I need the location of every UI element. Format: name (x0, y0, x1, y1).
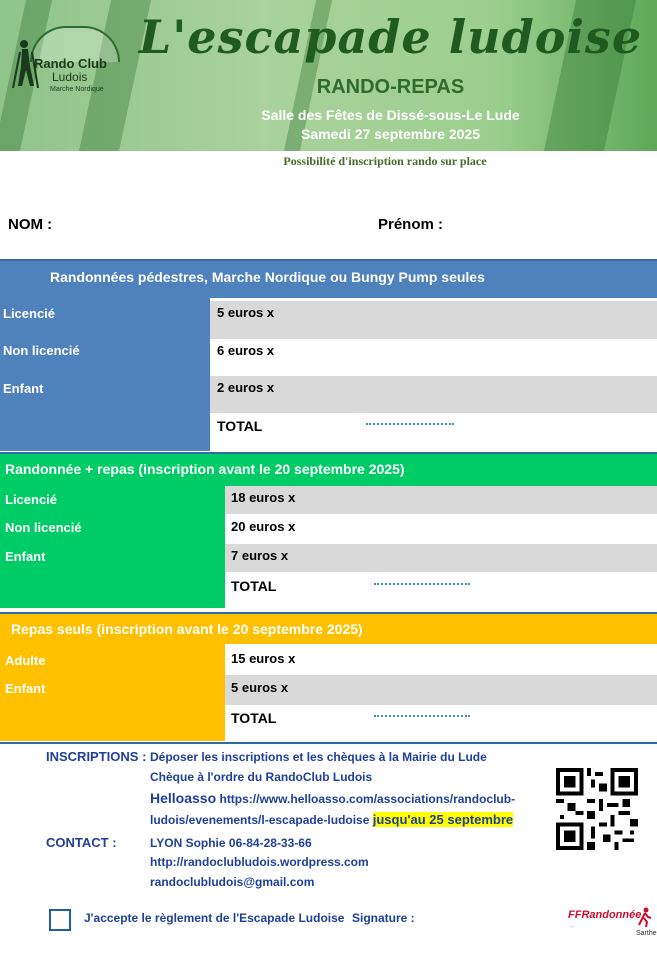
section2-row-label: Licencié (5, 492, 58, 507)
onsite-note: Possibilité d'inscription rando sur place (283, 154, 487, 168)
logo-text-line1: Rando Club (34, 56, 107, 71)
section2-total-label: TOTAL (231, 578, 277, 594)
cheque-text: Chèque à l'ordre du RandoClub Ludois (150, 770, 373, 784)
qr-code-icon (556, 768, 638, 850)
section3-header (0, 612, 657, 644)
helloasso-deadline: jusqu'au 25 septembre (372, 812, 514, 827)
accept-text: J'accepte le règlement de l'Escapade Ludoise (84, 911, 345, 925)
runner-icon (638, 907, 652, 927)
section2-title: Randonnée + repas (inscription avant le 20 septembre 2025) (5, 461, 405, 477)
event-title: L'escapade ludoise (138, 10, 643, 64)
section1-header (0, 259, 657, 298)
contact-name: LYON Sophie 06-84-28-33-66 (150, 836, 312, 850)
section1-row-label: Non licencié (3, 343, 80, 358)
section2-row-label: Enfant (5, 549, 46, 564)
header-banner (0, 0, 657, 151)
section3-row-bg (225, 675, 657, 705)
section2-total-field[interactable] (374, 583, 470, 585)
contact-label: CONTACT : (46, 835, 117, 850)
prenom-label: Prénom : (378, 216, 444, 233)
section1-row-label: Licencié (3, 306, 56, 321)
website-link[interactable]: http://randoclubludois.wordpress.com (150, 855, 369, 869)
section3-row-label: Enfant (5, 681, 46, 696)
ffrandonnee-logo (566, 905, 656, 945)
inscriptions-text: Déposer les inscriptions et les chèques à la Mairie du Lude (150, 750, 487, 764)
accept-checkbox[interactable] (49, 909, 71, 931)
signature-field[interactable] (460, 904, 550, 934)
ffrandonnee-logo-main: FFRandonnée (568, 909, 642, 921)
section1-row-price: 6 euros x (217, 343, 275, 358)
section-divider (0, 742, 657, 744)
helloasso-url-2[interactable]: ludois/evenements/l-escapade-ludoise (150, 813, 370, 827)
ffrandonnee-logo-tagline: ... (570, 923, 575, 929)
section2-row-bg (225, 544, 657, 572)
signature-label: Signature : (352, 911, 415, 925)
event-date: Samedi 27 septembre 2025 (301, 126, 480, 142)
logo-text-line3: Marche Nordique (50, 86, 104, 93)
section3-title: Repas seuls (inscription avant le 20 septembre 2025) (11, 621, 363, 637)
section1-total-field[interactable] (366, 423, 454, 425)
section3-total-label: TOTAL (231, 710, 277, 726)
helloasso-label: Helloasso (150, 790, 217, 806)
section1-row-bg (210, 376, 657, 413)
ffrandonnee-logo-region: Sarthe (636, 930, 657, 937)
inscriptions-label: INSCRIPTIONS : (46, 749, 147, 764)
section2-row-price: 7 euros x (231, 548, 289, 563)
section1-row-bg (210, 301, 657, 339)
helloasso-url-1[interactable]: https://www.helloasso.com/associations/randoclub- (219, 792, 516, 806)
event-venue: Salle des Fêtes de Dissé-sous-Le Lude (261, 107, 520, 123)
email-link[interactable]: randoclubludois@gmail.com (150, 875, 315, 889)
logo-text-line2: Ludois (52, 70, 88, 84)
section2-row-label: Non licencié (5, 520, 82, 535)
section1-row-price: 5 euros x (217, 305, 275, 320)
section3-row-price: 5 euros x (231, 680, 289, 695)
section3-row-price: 15 euros x (231, 651, 296, 666)
section1-total-label: TOTAL (217, 418, 263, 434)
section2-row-price: 20 euros x (231, 519, 296, 534)
section2-header (0, 452, 657, 486)
section1-row-label: Enfant (3, 381, 44, 396)
event-subtitle: RANDO-REPAS (316, 76, 465, 98)
section2-row-price: 18 euros x (231, 490, 296, 505)
section1-row-price: 2 euros x (217, 380, 275, 395)
section3-row-label: Adulte (5, 653, 46, 668)
section1-title: Randonnées pédestres, Marche Nordique ou Bungy Pump seules (50, 269, 485, 285)
section3-total-field[interactable] (374, 715, 470, 717)
nom-label: NOM : (8, 216, 53, 233)
